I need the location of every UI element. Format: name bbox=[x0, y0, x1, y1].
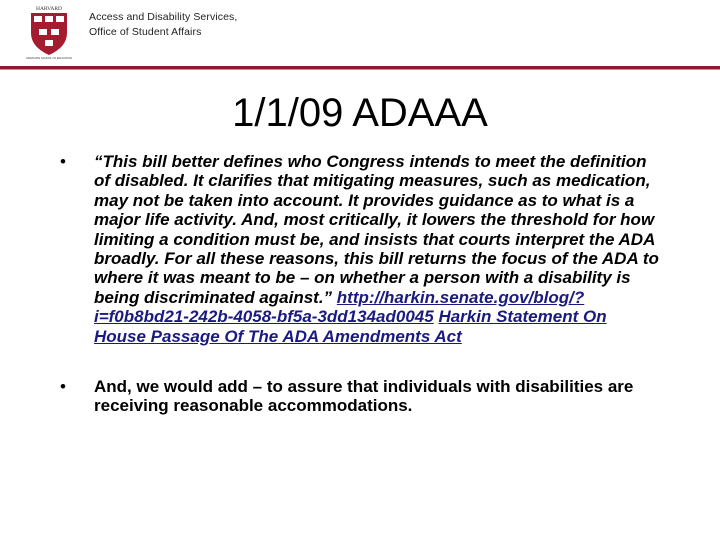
harkin-blog-link[interactable]: http://harkin.senate.gov/blog/?i=f0b8bd21-242b-4058-bf5a-3dd134ad0045 bbox=[94, 287, 585, 327]
harkin-quote: “This bill better defines who Congress intends to meet the definition of disabled. It clarifies that mitigating measures, such as medication, may not be taken into account. It provides guidance as to what is a major life activity. And, most critically, it lowers the threshold for how limiting a condition must be, and insists that courts interpret the ADA broadly. For all these reasons, this bill returns the focus of the ADA to where it was meant to be – on whether a person with a disability is being discriminated against.” bbox=[94, 152, 659, 307]
slide-title: 1/1/09 ADAAA bbox=[232, 91, 488, 135]
logo-wordmark: HARVARD bbox=[35, 6, 63, 12]
header-divider-shadow bbox=[0, 69, 720, 70]
bullet-quote bbox=[60, 152, 660, 346]
harvard-shield-logo bbox=[25, 3, 73, 61]
bullet-marker: • bbox=[60, 152, 66, 171]
bullet-list bbox=[60, 152, 660, 416]
slide-header bbox=[0, 0, 720, 66]
harkin-statement-link[interactable]: Harkin Statement On House Passage Of The ADA Amendments Act bbox=[94, 307, 607, 346]
logo-subtext: GRADUATE SCHOOL OF EDUCATION bbox=[26, 57, 72, 60]
org-line-1: Access and Disability Services, bbox=[89, 11, 238, 23]
bullet-marker: • bbox=[60, 377, 66, 397]
accommodations-text: And, we would add – to assure that individuals with disabilities are receiving reasonable accommodations. bbox=[94, 377, 634, 416]
organization-name bbox=[89, 10, 237, 40]
org-line-2: Office of Student Affairs bbox=[89, 26, 202, 38]
bullet-accommodations bbox=[60, 377, 660, 416]
